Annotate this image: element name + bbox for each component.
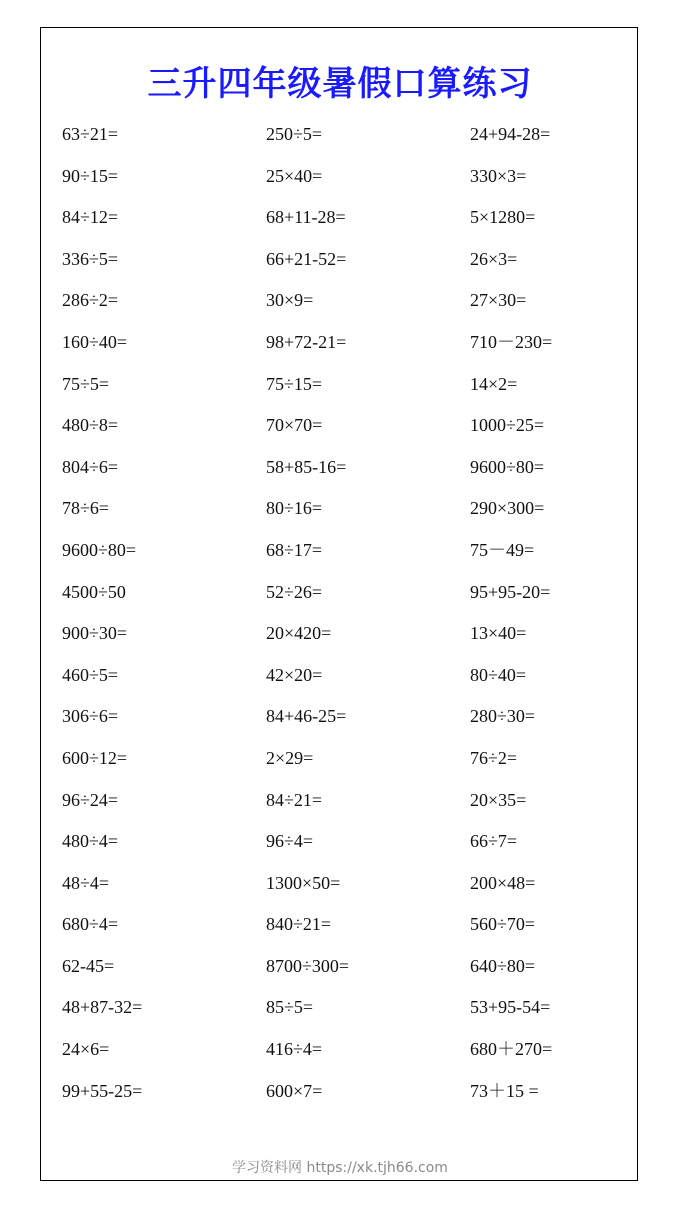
problem-cell: 84+46-25= <box>266 706 347 727</box>
problem-row <box>62 821 622 863</box>
problem-cell: 58+85-16= <box>266 456 347 477</box>
footer-source: 学习资料网 https://xk.tjh66.com <box>232 1160 448 1176</box>
problem-row <box>62 322 622 364</box>
problem-row <box>62 904 622 946</box>
worksheet-title: 三升四年级暑假口算练习 <box>147 64 533 104</box>
problem-cell: 76÷2= <box>470 747 518 768</box>
problem-cell: 1300×50= <box>266 872 341 893</box>
problem-cell: 85÷5= <box>266 997 314 1018</box>
problem-cell: 48÷4= <box>62 872 110 893</box>
problem-row <box>62 114 622 156</box>
problem-cell: 98+72-21= <box>266 331 347 352</box>
problem-row <box>62 530 622 572</box>
problem-cell: 13×40= <box>470 623 527 644</box>
problem-row <box>62 738 622 780</box>
problem-row <box>62 572 622 614</box>
problem-row <box>62 156 622 198</box>
problem-cell: 80÷40= <box>470 664 527 685</box>
problem-row <box>62 696 622 738</box>
problem-cell: 24+94-28= <box>470 124 551 144</box>
problem-cell: 290×300= <box>470 498 545 519</box>
problem-cell: 640÷80= <box>470 955 536 976</box>
problem-cell: 286÷2= <box>62 290 119 311</box>
problem-cell: 53+95-54= <box>470 997 551 1018</box>
problem-cell: 75－49= <box>470 539 535 560</box>
problem-cell: 804÷6= <box>62 456 119 477</box>
problem-cell: 96÷4= <box>266 831 314 852</box>
problem-cell: 27×30= <box>470 290 527 311</box>
problem-grid <box>62 114 622 1112</box>
problem-cell: 1000÷25= <box>470 415 545 436</box>
problem-cell: 30×9= <box>266 290 314 311</box>
problem-cell: 330×3= <box>470 165 527 186</box>
problem-cell: 66+21-52= <box>266 248 347 269</box>
problem-row <box>62 1029 622 1071</box>
problem-cell: 26×3= <box>470 248 518 269</box>
problem-row <box>62 405 622 447</box>
problem-row <box>62 946 622 988</box>
problem-cell: 5×1280= <box>470 207 536 228</box>
problem-cell: 42×20= <box>266 664 323 685</box>
problem-row <box>62 488 622 530</box>
problem-cell: 68÷17= <box>266 539 323 560</box>
problem-cell: 84÷21= <box>266 789 323 810</box>
problem-cell: 4500÷50 <box>62 581 126 602</box>
problem-cell: 99+55-25= <box>62 1080 143 1101</box>
problem-cell: 336÷5= <box>62 248 119 269</box>
problem-row <box>62 447 622 489</box>
problem-cell: 560÷70= <box>470 914 536 935</box>
problem-cell: 480÷8= <box>62 415 119 436</box>
problem-cell: 8700÷300= <box>266 955 350 976</box>
problem-row <box>62 863 622 905</box>
problem-row <box>62 280 622 322</box>
problem-cell: 9600÷80= <box>470 456 545 477</box>
problem-row <box>62 613 622 655</box>
problem-cell: 95+95-20= <box>470 581 551 602</box>
problem-cell: 20×35= <box>470 789 527 810</box>
problem-cell: 75÷5= <box>62 373 110 394</box>
problem-cell: 460÷5= <box>62 664 119 685</box>
problem-cell: 250÷5= <box>266 124 323 144</box>
problem-cell: 75÷15= <box>266 373 323 394</box>
problem-cell: 2×29= <box>266 747 314 768</box>
problem-cell: 480÷4= <box>62 831 119 852</box>
problem-cell: 306÷6= <box>62 706 119 727</box>
problem-row <box>62 780 622 822</box>
problem-cell: 680÷4= <box>62 914 119 935</box>
problem-cell: 14×2= <box>470 373 518 394</box>
problem-row <box>62 364 622 406</box>
problem-cell: 900÷30= <box>62 623 128 644</box>
problem-cell: 70×70= <box>266 415 323 436</box>
problem-cell: 52÷26= <box>266 581 323 602</box>
problem-cell: 73＋15 = <box>470 1080 539 1101</box>
problem-cell: 80÷16= <box>266 498 323 519</box>
problem-row <box>62 1071 622 1113</box>
problem-cell: 416÷4= <box>266 1039 323 1060</box>
problem-cell: 78÷6= <box>62 498 110 519</box>
problem-cell: 25×40= <box>266 165 323 186</box>
problem-cell: 160÷40= <box>62 331 128 352</box>
problem-cell: 200×48= <box>470 872 536 893</box>
problem-cell: 24×6= <box>62 1039 110 1060</box>
problem-cell: 680＋270= <box>470 1039 553 1060</box>
problem-cell: 600×7= <box>266 1080 323 1101</box>
problem-cell: 96÷24= <box>62 789 119 810</box>
problem-cell: 840÷21= <box>266 914 332 935</box>
problem-row <box>62 197 622 239</box>
problem-cell: 710－230= <box>470 331 553 352</box>
problem-cell: 600÷12= <box>62 747 128 768</box>
problem-cell: 66÷7= <box>470 831 518 852</box>
problem-cell: 62-45= <box>62 955 115 976</box>
problem-cell: 68+11-28= <box>266 207 346 228</box>
problem-row <box>62 987 622 1029</box>
problem-cell: 48+87-32= <box>62 997 143 1018</box>
problem-cell: 20×420= <box>266 623 332 644</box>
problem-cell: 9600÷80= <box>62 539 137 560</box>
problem-cell: 280÷30= <box>470 706 536 727</box>
problem-cell: 63÷21= <box>62 124 119 144</box>
problem-row <box>62 239 622 281</box>
problem-row <box>62 655 622 697</box>
problem-cell: 84÷12= <box>62 207 119 228</box>
problem-cell: 90÷15= <box>62 165 119 186</box>
